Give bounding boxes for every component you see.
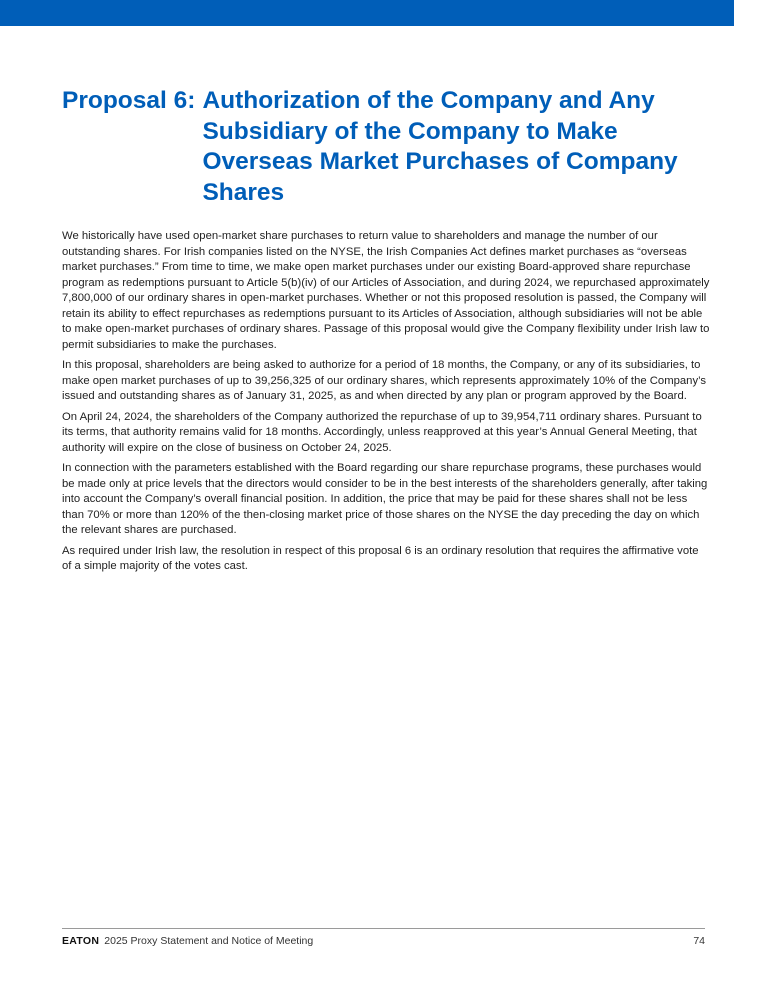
footer-left: [62, 935, 313, 947]
proposal-body: [62, 229, 710, 580]
header-color-bar: [0, 0, 734, 26]
body-paragraph: In connection with the parameters established with the Board regarding our share repurchase programs, these purchases would be made only at price levels that the directors would consider to be in the best interests of the shareholders generally, after taking into account the Company’s overall financial position. In addition, the price that may be paid for these shares shall not be less than 70% or more than 120% of the then-closing market price of those shares on the NYSE the day preceding the day on which the relevant shares are purchased.: [62, 462, 708, 536]
page-footer: [62, 935, 705, 947]
page-number: 74: [693, 935, 705, 947]
footer-divider: [62, 928, 705, 929]
proposal-heading: [62, 86, 722, 208]
body-paragraph: In this proposal, shareholders are being asked to authorize for a period of 18 months, the Company, or any of its subsidiaries, to make open market purchases of up to 39,256,325 of our ordinary shares, which represents approximately 10% of the Company’s issued and outstanding shares as of January 31, 2025, as and when directed by any plan or program approved by the Board.: [62, 359, 707, 402]
body-paragraph: On April 24, 2024, the shareholders of the Company authorized the repurchase of up to 39,954,711 ordinary shares. Pursuant to its terms, that authority remains valid for 18 months. Accordingly, unless reapproved at this year’s Annual General Meeting, that authority will expire on the close of business on October 24, 2025.: [62, 410, 702, 454]
proposal-number: Proposal 6:: [62, 87, 196, 114]
body-paragraph: We historically have used open-market share purchases to return value to shareholders and manage the number of our outstanding shares. For Irish companies listed on the NYSE, the Irish Companies Act defines market purchases as “overseas market purchases.” From time to time, we make open market purchases under our existing Board-approved share repurchase program as redemptions pursuant to Article 5(b)(iv) of our Articles of Association, and during 2024, we repurchased approximately 7,800,000 of our ordinary shares in open-market purchases. Whether or not this proposed resolution is passed, the Company will retain its ability to effect repurchases as redemptions pursuant to its Articles of Association, although subsidiaries will not be able to make open-market purchases of ordinary shares. Passage of this proposal would give the Company flexibility under Irish law to permit subsidiaries to make the purchases.: [62, 230, 710, 351]
brand-name: EATON: [62, 935, 100, 947]
document-title: 2025 Proxy Statement and Notice of Meeting: [104, 935, 314, 947]
body-paragraph: As required under Irish law, the resolution in respect of this proposal 6 is an ordinary resolution that requires the affirmative vote of a simple majority of the votes cast.: [62, 544, 699, 572]
proposal-title: Authorization of the Company and Any Subsidiary of the Company to Make Overseas Market Purchases of Company Shares: [202, 87, 678, 206]
